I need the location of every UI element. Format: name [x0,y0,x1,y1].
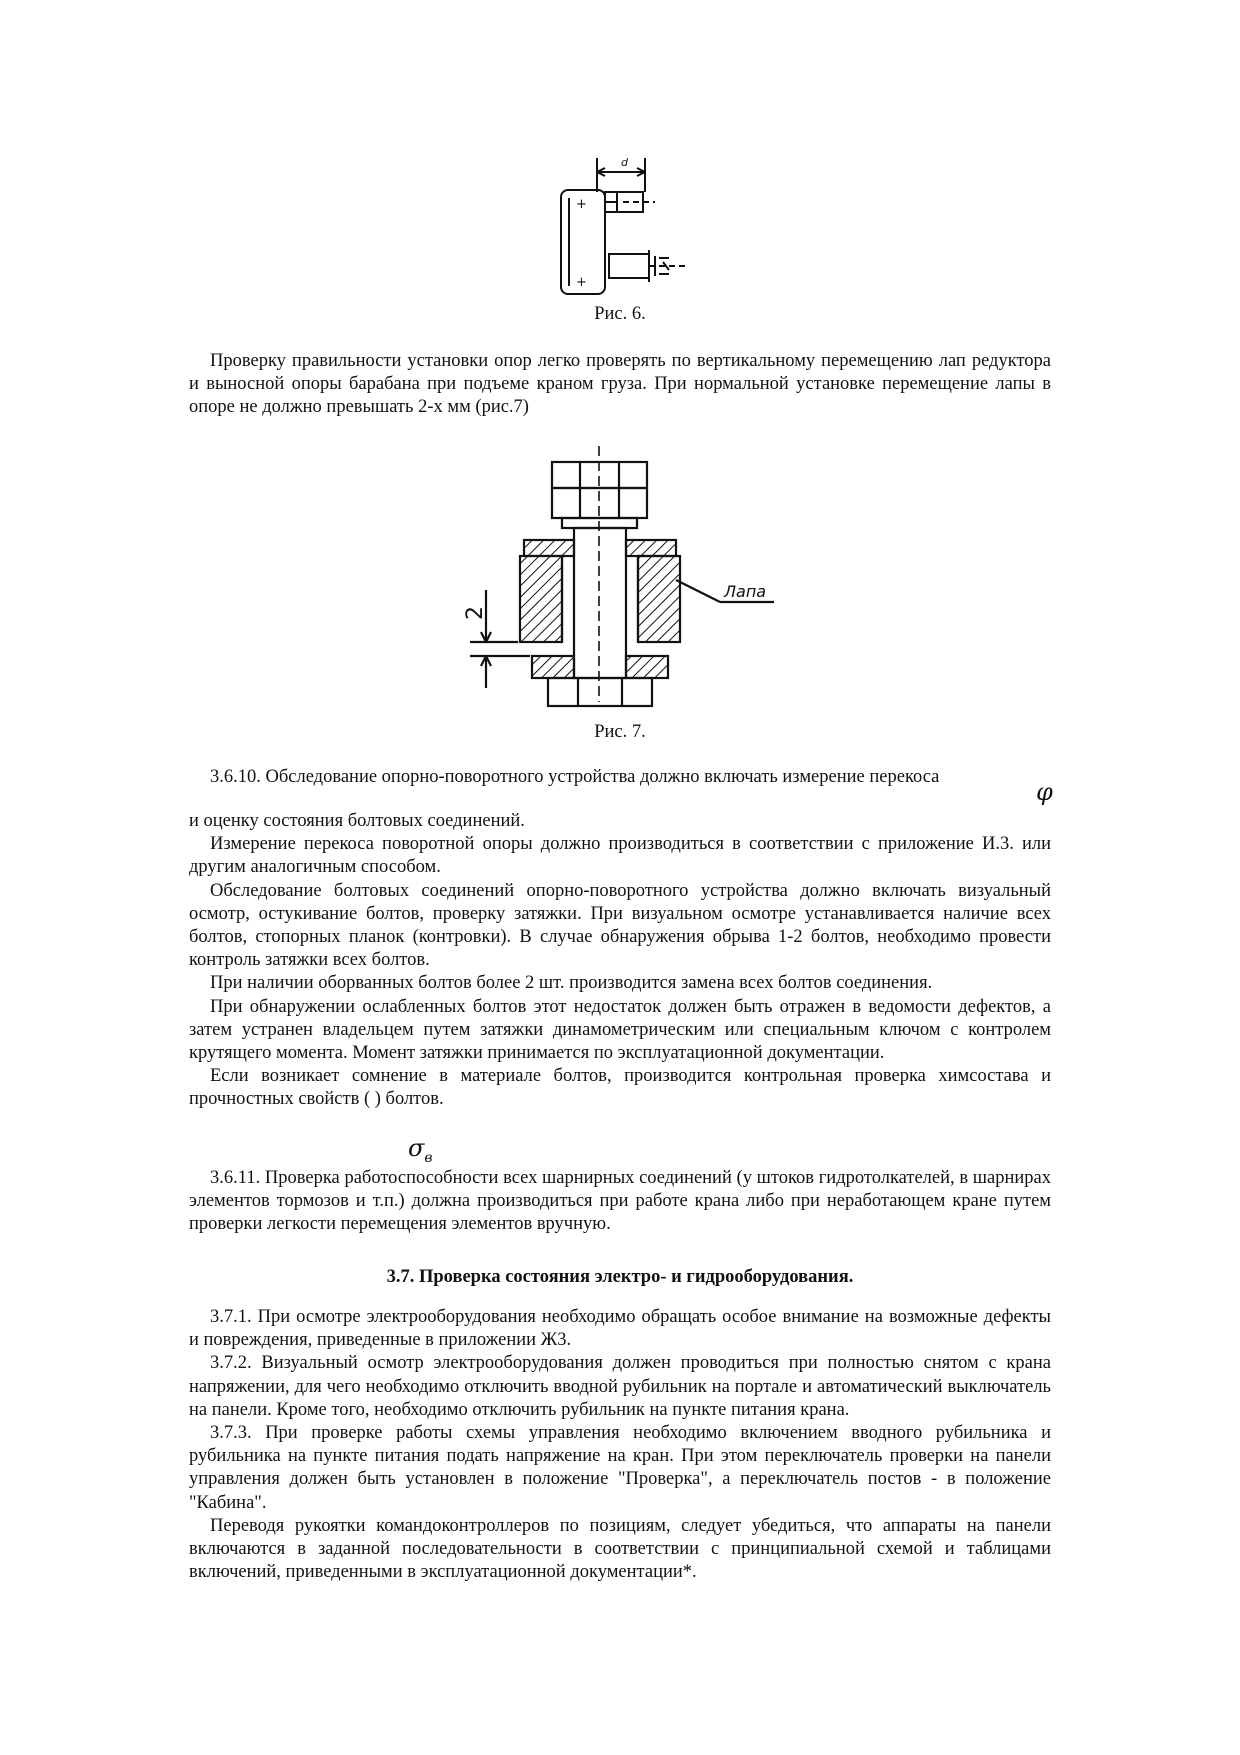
section-3-6-10 [189,766,1051,789]
section-3-7-1: 3.7.1. При осмотре электрооборудования необходимо обращать особое внимание на возможные дефекты и повреждения, приведенные в приложении Ж3. [189,1307,1051,1351]
svg-text:+: + [576,275,587,290]
figure-7-dim-label: 2 [463,606,488,620]
section-3-7-heading: 3.7. Проверка состояния электро- и гидрооборудования. [386,1267,854,1287]
paragraph-text: Проверку правильности установки опор легко проверять по вертикальному перемещению лап редуктора и выносной опоры барабана при подъеме краном груза. При нормальной установке перемещение лапы в опоре не должно превышать 2-х мм (рис.7) [189,351,1051,418]
paragraph-bolt-inspection: Обследование болтовых соединений опорно-поворотного устройства должно включать визуальный осмотр, остукивание болтов, проверку затяжки. При визуальном осмотре устанавливается наличие всех болтов, стопорных планок (контровки). В случае обнаружения обрыва 1-2 болтов, необходимо провести контроль затяжки всех болтов. [189,880,1051,971]
phi-symbol: φ [1036,778,1053,806]
section-3-6-11 [189,1167,1051,1237]
paragraph-controllers: Переводя рукоятки командоконтроллеров по позициям, следует убедиться, что аппараты на панели включаются в заданной последовательности в соответствии с принципиальной схемой и таблицами включений, приведенными в эксплуатационной документации*. [189,1515,1051,1583]
paragraph-measurement: Измерение перекоса поворотной опоры должно производиться в соответствии с приложение И.3. или другим аналогичным способом. [189,834,1051,878]
sigma-char: σ [408,1134,425,1162]
paragraph-bolt-replacement: При наличии оборванных болтов более 2 шт. производится замена всех болтов соединения. [210,973,933,994]
figure-6-caption: Рис. 6. [594,304,646,324]
paragraph-loose-bolts: При обнаружении ослабленных болтов этот недостаток должен быть отражен в ведомости дефектов, а затем устранен владельцем путем затяжки динамометрическим или специальным ключом с контролем крутящего момента. Момент затяжки принимается по эксплуатационной документации. [189,996,1051,1064]
section-3-6-10-intro-cont: и оценку состояния болтовых соединений. [189,811,525,831]
section-3-6-11-text: 3.6.11. Проверка работоспособности всех шарнирных соединений (у штоков гидротолкателей, в шарнирах элементов тормозов и т.п.) должна производиться при работе крана либо при неработающем кране путем проверки легкости перемещения элементов вручную. [189,1168,1051,1235]
sigma-subscript: в [424,1149,433,1166]
figure-6-drawing [555,152,695,300]
sigma-symbol [408,1134,433,1166]
figure-7-drawing [462,440,782,715]
figure-7-caption: Рис. 7. [594,722,646,742]
svg-text:+: + [576,197,587,212]
section-3-6-10-body [189,810,1051,1112]
figure-6-dim-label: d [621,156,628,169]
section-3-6-10-intro: 3.6.10. Обследование опорно-поворотного устройства должно включать измерение перекоса [210,767,940,787]
paragraph-fig7-reference [189,350,1051,420]
section-3-7-2: 3.7.2. Визуальный осмотр электрооборудования должен проводиться при полностью снятом с крана напряжении, для чего необходимо отключить вводной рубильник на портале и автоматический выключатель на панели. Кроме того, необходимо отключить рубильник на пункте питания крана. [189,1353,1051,1420]
section-3-7-body [189,1306,1051,1584]
section-3-7-3: 3.7.3. При проверке работы схемы управления необходимо включением вводного рубильника и рубильника на пункте питания подать напряжение на кран. При этом переключатель проверки на панели управления должен быть установлен в положение "Проверка", а переключатель постов - в положение "Кабина". [189,1423,1051,1513]
paragraph-bolt-material: Если возникает сомнение в материале болтов, производится контрольная проверка химсостава и прочностных свойств ( ) болтов. [189,1066,1051,1110]
figure-7-part-label: Лапа [724,582,767,601]
